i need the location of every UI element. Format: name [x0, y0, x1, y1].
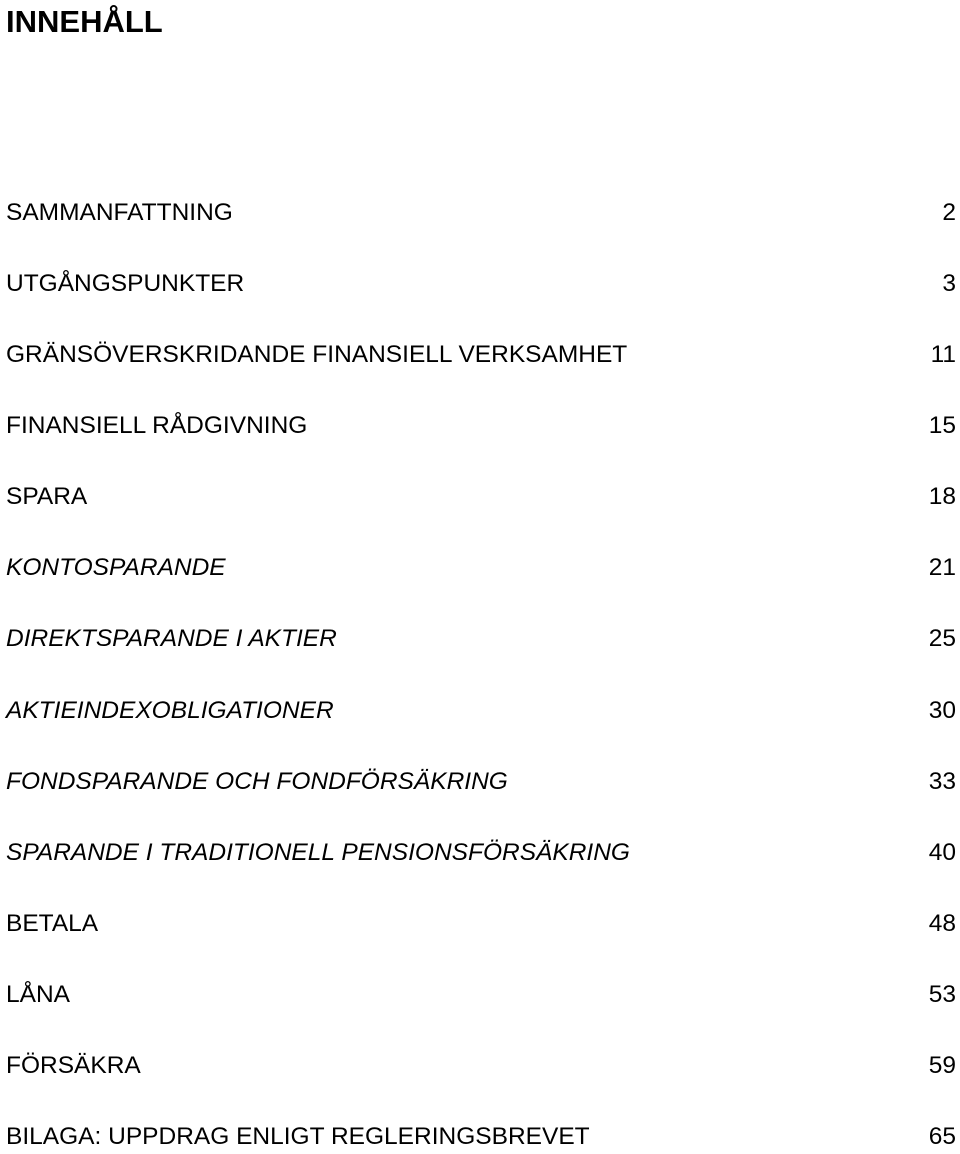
toc-entry-page: 33: [928, 768, 956, 795]
toc-entry-page: 18: [928, 483, 956, 510]
toc-entry-page: 65: [928, 1123, 956, 1150]
toc-entry-page: 48: [928, 910, 956, 937]
toc-entry-label: LÅNA: [6, 981, 71, 1008]
toc-entry[interactable]: [6, 907, 956, 941]
toc-entry-page: 53: [928, 981, 956, 1008]
toc-entry-label: GRÄNSÖVERSKRIDANDE FINANSIELL VERKSAMHET: [6, 341, 628, 368]
toc-entry-page: 15: [928, 412, 956, 439]
toc-entry[interactable]: [6, 765, 956, 799]
toc-entry-page: 3: [942, 270, 956, 297]
toc-entry[interactable]: [6, 551, 956, 585]
toc-entry-page: 59: [928, 1052, 956, 1079]
toc-entry-page: 2: [942, 199, 956, 226]
toc-entry-label: FINANSIELL RÅDGIVNING: [6, 412, 308, 439]
toc-entry[interactable]: [6, 622, 956, 656]
page-title: INNEHÅLL: [6, 4, 163, 39]
toc-entry-page: 30: [928, 697, 956, 724]
toc-entry[interactable]: [6, 338, 956, 372]
toc-entry-label: BILAGA: UPPDRAG ENLIGT REGLERINGSBREVET: [6, 1123, 590, 1150]
toc-entry-label: AKTIEINDEXOBLIGATIONER: [6, 697, 334, 724]
toc-entry[interactable]: [6, 196, 956, 230]
toc-entry-label: FONDSPARANDE OCH FONDFÖRSÄKRING: [6, 768, 508, 795]
toc-entry-page: 11: [930, 341, 956, 368]
toc-entry-label: SAMMANFATTNING: [6, 199, 233, 226]
toc-entry-label: KONTOSPARANDE: [6, 554, 226, 581]
toc-entry[interactable]: [6, 1120, 956, 1154]
toc-entry-label: SPARANDE I TRADITIONELL PENSIONSFÖRSÄKRING: [6, 839, 630, 866]
toc-entry[interactable]: [6, 978, 956, 1012]
toc-entry[interactable]: [6, 694, 956, 728]
toc-entry[interactable]: [6, 480, 956, 514]
toc-entry[interactable]: [6, 267, 956, 301]
toc-entry-label: FÖRSÄKRA: [6, 1052, 141, 1079]
toc-entry-page: 40: [928, 839, 956, 866]
toc-entry-label: DIREKTSPARANDE I AKTIER: [6, 625, 337, 652]
toc-entry[interactable]: [6, 409, 956, 443]
toc-entry-label: UTGÅNGSPUNKTER: [6, 270, 245, 297]
toc-entry[interactable]: [6, 836, 956, 870]
toc-entry-page: 25: [928, 625, 956, 652]
toc-entry-label: BETALA: [6, 910, 99, 937]
toc-entry-label: SPARA: [6, 483, 88, 510]
toc-entry[interactable]: [6, 1049, 956, 1083]
toc-entry-page: 21: [928, 554, 956, 581]
